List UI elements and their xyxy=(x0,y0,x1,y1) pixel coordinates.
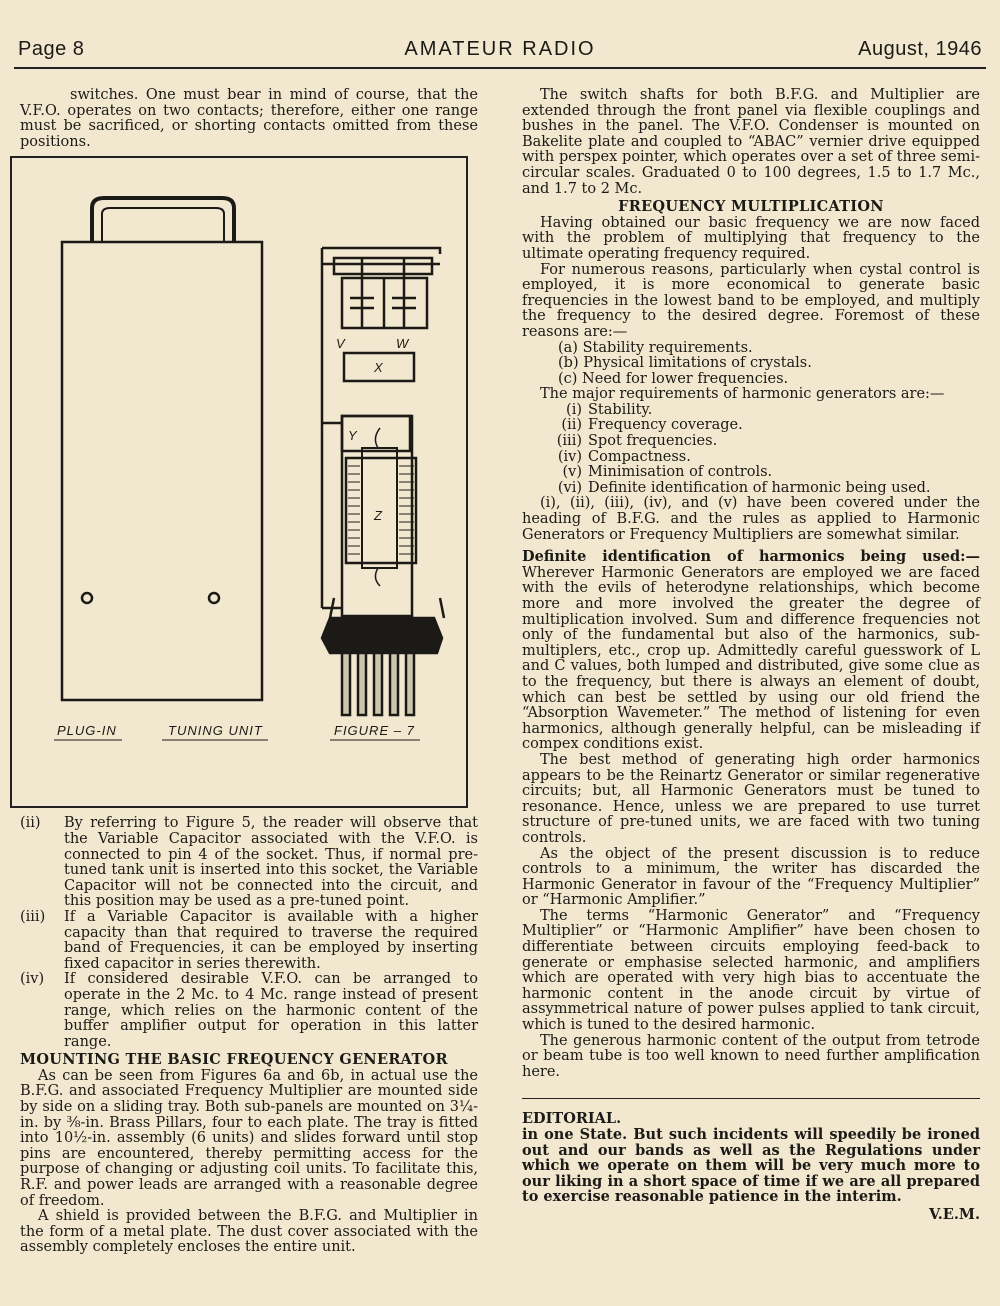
list-item: (iii) Spot frequencies. xyxy=(556,433,718,450)
figure-7 xyxy=(10,156,468,808)
page-header xyxy=(18,38,982,68)
label-w: W xyxy=(396,336,409,352)
list-item: (c) Need for lower frequencies. xyxy=(558,370,789,387)
paragraph-best-method: The best method of generating high order harmonics appears to be the Reinartz Generator or similar regenerative circuits; but, all Harmonic Generators must be tuned to resonance. Hence, unless we are prepared to use turret structure of pre-tuned units, we are faced with two tuning controls. xyxy=(522,751,980,846)
paragraph-generous: The generous harmonic content of the output from tetrode or beam tube is too well known to need further amplification here. xyxy=(522,1032,980,1080)
page-number: Page 8 xyxy=(18,38,85,60)
paragraph-basic-frequency: Having obtained our basic frequency we are now faced with the problem of multiplying that frequency to the ultimate operating frequency required. xyxy=(522,214,980,262)
item-number: (iv) xyxy=(20,971,45,988)
paragraph-major-requirements: The major requirements of harmonic generators are:— xyxy=(540,386,945,403)
editorial-divider xyxy=(522,1098,980,1099)
editorial-text: in one State. But such incidents will speedily be ironed out and our bands as well as the Regulations under which we operate on them will be very much more to our liking in a short space of time if we are all prepared to exercise reasonable patience in the interim. xyxy=(522,1126,980,1206)
switch-shafts-paragraph: The switch shafts for both B.F.G. and Multiplier are extended through the front panel via flexible couplings and bushes in the panel. The V.F.O. Condenser is mounted on Bakelite plate and coupled to “ABAC” vernier drive equipped with perspex pointer, which operates over a set of three semi-circular scales. Graduated 0 to 100 degrees, 1.5 to 1.7 Mc., and 1.7 to 2 Mc. xyxy=(522,87,980,197)
mounting-paragraph-1: As can be seen from Figures 6a and 6b, in actual use the B.F.G. and associated Frequency Multiplier are mounted side by side on a sliding tray. Both sub-panels are mounted on 3¼-in. by ⅜-in. Brass Pillars, four to each plate. The tray is fitted into 10½-in. assembly (6 units) and slides forward until stop pins are encountered, thereby permitting access for the purpose of changing or adjusting coil units. To facilitate this, R.F. and power leads are arranged with a reasonable degree of freedom. xyxy=(20,1067,478,1209)
paragraph-covered: (i), (ii), (iii), (iv), and (v) have been covered under the heading of B.F.G. and the rules as applied to Harmonic Generators or Frequency Multipliers are somewhat similar. xyxy=(522,495,980,543)
item-text: By referring to Figure 5, the reader will observe that the Variable Capacitor associated with the V.F.O. is connected to pin 4 of the socket. Thus, if normal pre-tuned tank unit is inserted into this socket, the Variable Capacitor will not be connected into the circuit, and this position may be used as a pre-tuned point. xyxy=(64,815,478,910)
issue-date: August, 1946 xyxy=(858,38,982,60)
list-item: (vi) Definite identification of harmonic being used. xyxy=(557,479,931,496)
label-y: Y xyxy=(348,428,357,444)
item-number: (ii) xyxy=(20,815,41,832)
list-item xyxy=(20,972,478,1050)
header-rule xyxy=(14,67,986,69)
list-item xyxy=(20,816,478,910)
right-column xyxy=(522,88,980,1223)
list-item: (b) Physical limitations of crystals. xyxy=(558,355,812,372)
label-v: V xyxy=(336,336,345,352)
paragraph-terms: The terms “Harmonic Generator” and “Frequency Multiplier” or “Harmonic Amplifier” have been chosen to differentiate between circuits employing feed-back to generate or emphasise selected harmonic, and amplifiers which are operated with very high bias to accentuate the harmonic content in the anode circuit by virtue of assymmetrical nature of power pulses applied to tank circuit, which is tuned to the desired harmonic. xyxy=(522,907,980,1034)
paragraph-reasons: For numerous reasons, particularly when cystal control is employed, it is more economical to generate basic frequencies in the lowest band to be employed, and multiply the frequency to the desired degree. Foremost of these reasons are:— xyxy=(522,261,980,340)
tuning-unit-drawing xyxy=(12,158,466,806)
left-column xyxy=(20,88,478,1256)
caption-tuning-unit: TUNING UNIT xyxy=(168,723,263,739)
list-item: (v) Minimisation of controls. xyxy=(562,464,773,481)
list-item: (a) Stability requirements. xyxy=(558,339,753,356)
plug-in-box xyxy=(62,242,262,700)
caption-plug-in: PLUG-IN xyxy=(57,723,117,739)
editorial-heading: EDITORIAL. xyxy=(522,1110,622,1128)
label-z: Z xyxy=(374,508,382,524)
requirements-list xyxy=(522,403,980,497)
list-item: (iv) Compactness. xyxy=(557,448,691,465)
intro-paragraph: switches. One must bear in mind of course, that the V.F.O. operates on two contacts; therefore, either one range must be sacrificed, or shorting contacts omitted from these positions. xyxy=(20,87,478,150)
item-number: (iii) xyxy=(20,908,46,925)
list-item: (i) Stability. xyxy=(566,401,653,418)
frequency-multiplication-heading: FREQUENCY MULTIPLICATION xyxy=(618,198,884,216)
label-x: X xyxy=(374,360,383,376)
paragraph-identification xyxy=(522,549,980,753)
identification-text: Wherever Harmonic Generators are employed we are faced with the evils of heterodyne relationships, which become more and more involved the greater the degree of multiplication involved. Sum and difference frequencies not only of the fundamental but also of the harmonics, sub-multiplers, etc., crop up. Admittedly careful guesswork of L and C values, both lumped and distributed, give some clue as to the frequency, but there is always an element of doubt, which can best be settled by using our old friend the “Absorption Wavemeter.” The method of listening for even harmonics, although generally helpful, can be misleading if compex conditions exist. xyxy=(522,564,980,753)
item-text: If considered desirable V.F.O. can be arranged to operate in the 2 Mc. to 4 Mc. range instead of present range, which relies on the harmonic content of the buffer amplifier output for operation in this latter range. xyxy=(64,971,478,1050)
mounting-heading: MOUNTING THE BASIC FREQUENCY GENERATOR xyxy=(20,1051,448,1069)
reasons-list xyxy=(522,341,980,388)
editorial-signature: V.E.M. xyxy=(929,1205,980,1223)
magazine-title: AMATEUR RADIO xyxy=(404,38,596,60)
list-item: (ii) Frequency coverage. xyxy=(561,417,743,434)
item-text: If a Variable Capacitor is available with a higher capacity than that required to traverse the required band of Frequencies, it can be employed by inserting fixed capacitor in series therewith. xyxy=(64,908,478,972)
list-item xyxy=(20,910,478,972)
identification-label: Definite identification of harmonics being used:— xyxy=(522,548,980,566)
caption-figure-number: FIGURE – 7 xyxy=(334,723,415,739)
paragraph-object: As the object of the present discussion is to reduce controls to a minimum, the writer has discarded the Harmonic Generator in favour of the “Frequency Multiplier” or “Harmonic Amplifier.” xyxy=(522,845,980,909)
mounting-paragraph-2: A shield is provided between the B.F.G. and Multiplier in the form of a metal plate. The dust cover associated with the assembly completely encloses the entire unit. xyxy=(20,1208,478,1256)
